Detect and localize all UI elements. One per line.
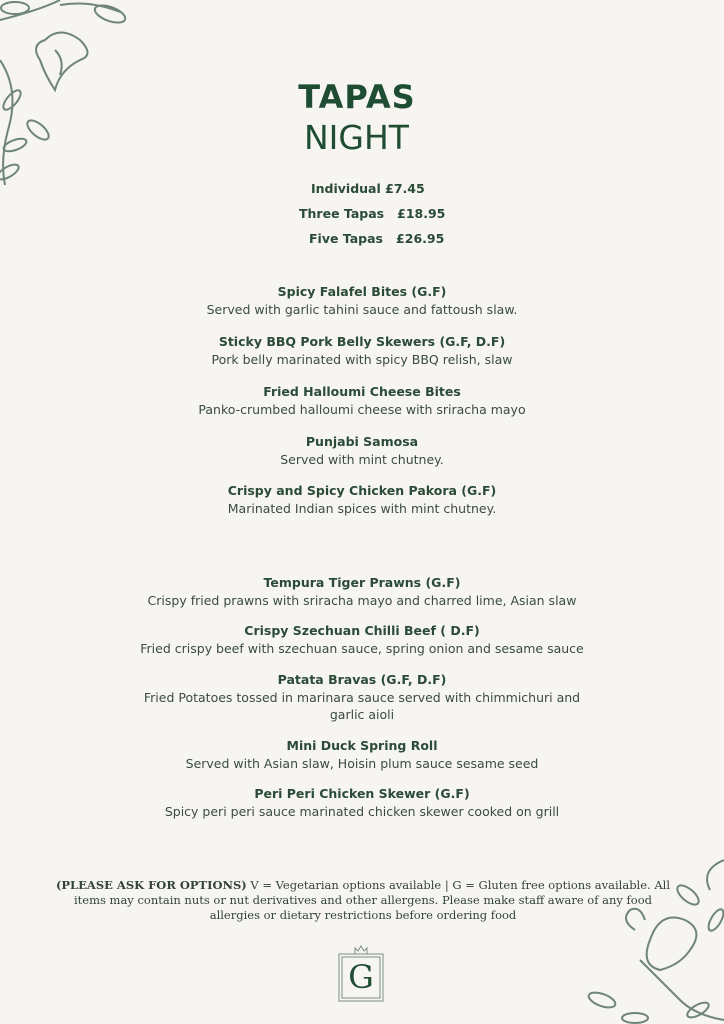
item-name: Peri Peri Chicken Skewer (G.F)	[254, 786, 470, 801]
item-name: Tempura Tiger Prawns (G.F)	[263, 575, 461, 590]
allergen-note	[48, 878, 678, 923]
item-name: Punjabi Samosa	[305, 434, 419, 449]
item-description: Served with mint chutney.	[280, 452, 444, 467]
item-name: Mini Duck Spring Roll	[286, 738, 438, 753]
item-description: Marinated Indian spices with mint chutney.	[227, 501, 497, 516]
item-description: Pork belly marinated with spicy BBQ relish, slaw	[211, 352, 513, 367]
item-name: Patata Bravas (G.F, D.F)	[277, 672, 447, 687]
title-line-1: TAPAS	[298, 78, 416, 116]
brand-logo	[338, 944, 384, 1002]
menu-item	[0, 433, 724, 468]
menu-item	[0, 622, 724, 657]
item-description: Spicy peri peri sauce marinated chicken skewer cooked on grill	[164, 804, 560, 819]
menu-item	[0, 574, 724, 609]
floral-decoration-bottom-right-icon	[580, 850, 724, 1024]
price-three	[299, 206, 445, 221]
menu-item	[0, 283, 724, 318]
item-name: Spicy Falafel Bites (G.F)	[277, 284, 447, 299]
price-individual	[311, 181, 425, 196]
item-description: Served with Asian slaw, Hoisin plum sauce sesame seed	[185, 756, 539, 771]
menu-item	[0, 333, 724, 368]
title-line-2: NIGHT	[304, 118, 409, 157]
item-name: Crispy Szechuan Chilli Beef ( D.F)	[244, 623, 480, 638]
allergen-note-text: V = Vegetarian options available | G = Gluten free options available. All items may contain nuts or nut derivatives and other allergens. Please make staff aware of any food allergies or dietary restrictions before ordering food	[73, 878, 671, 922]
price-value: £18.95	[397, 206, 446, 221]
price-value: £26.95	[396, 231, 445, 246]
menu-item	[0, 482, 724, 517]
price-five	[309, 231, 444, 246]
item-name: Sticky BBQ Pork Belly Skewers (G.F, D.F)	[218, 334, 506, 349]
item-description: Served with garlic tahini sauce and fattoush slaw.	[206, 302, 518, 317]
item-description: Panko-crumbed halloumi cheese with sriracha mayo	[198, 402, 526, 417]
price-label: Individual	[311, 181, 381, 196]
price-label: Five Tapas	[309, 231, 383, 246]
item-description: Crispy fried prawns with sriracha mayo and charred lime, Asian slaw	[147, 593, 577, 608]
menu-item	[0, 737, 724, 772]
price-label: Three Tapas	[299, 206, 385, 221]
logo-letter: G	[348, 958, 374, 996]
item-description: Fried Potatoes tossed in marinara sauce served with chimmichuri and garlic aioli	[143, 690, 581, 722]
menu-item	[0, 785, 724, 820]
menu-item	[0, 383, 724, 418]
allergen-note-heading: (PLEASE ASK FOR OPTIONS)	[55, 878, 247, 892]
menu-item	[140, 671, 584, 723]
price-value: £7.45	[385, 181, 425, 196]
item-name: Crispy and Spicy Chicken Pakora (G.F)	[227, 483, 497, 498]
item-name: Fried Halloumi Cheese Bites	[263, 384, 461, 399]
item-description: Fried crispy beef with szechuan sauce, spring onion and sesame sauce	[140, 641, 584, 656]
